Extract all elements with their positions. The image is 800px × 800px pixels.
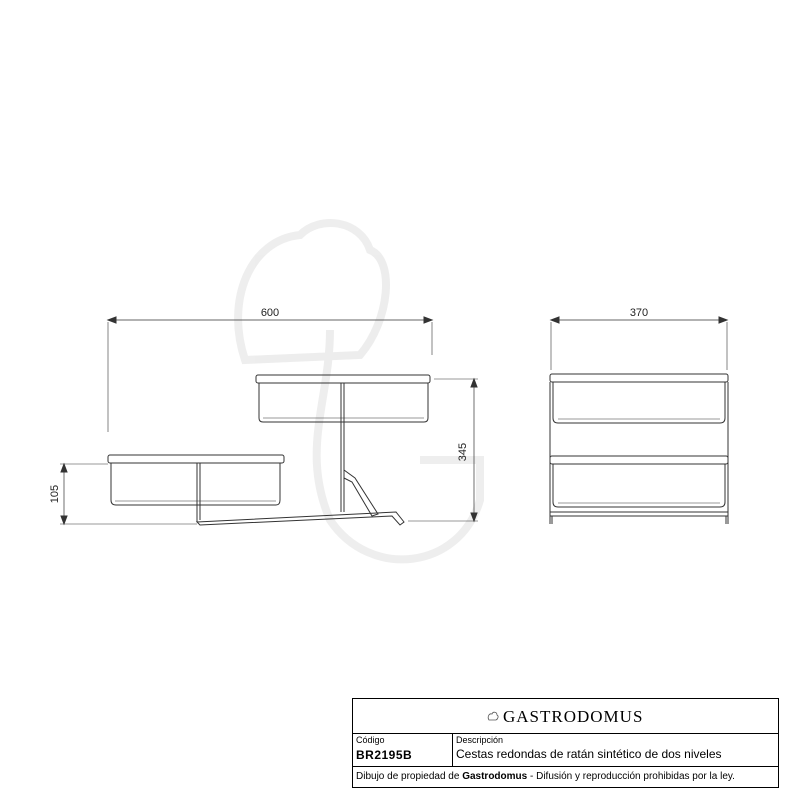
description-cell xyxy=(453,734,778,766)
copyright-notice xyxy=(353,767,778,787)
dim-front-width: 600 xyxy=(260,307,280,319)
product-description: Cestas redondas de ratán sintético de dos niveles xyxy=(456,747,722,761)
copyright-prefix: Dibujo de propiedad de xyxy=(356,771,463,782)
code-label: Código xyxy=(356,735,385,745)
dim-total-height: 345 xyxy=(457,442,469,462)
copyright-suffix: - Difusión y reproducción prohibidas por la ley. xyxy=(527,771,735,782)
brand-logo xyxy=(487,707,643,727)
code-cell xyxy=(353,734,453,766)
watermark-logo xyxy=(238,223,480,559)
side-view xyxy=(550,317,728,524)
brand-name: GASTRODOMUS xyxy=(503,707,644,726)
chef-hat-icon xyxy=(487,711,499,723)
product-code: BR2195B xyxy=(356,748,413,762)
title-block-logo-row xyxy=(353,699,778,734)
dim-side-depth: 370 xyxy=(629,307,649,319)
title-block-info-row xyxy=(353,734,778,767)
description-label: Descripción xyxy=(456,735,504,745)
title-block xyxy=(352,698,779,788)
front-view xyxy=(60,317,478,525)
dim-lower-height: 105 xyxy=(49,484,61,504)
copyright-brand: Gastrodomus xyxy=(462,771,528,782)
